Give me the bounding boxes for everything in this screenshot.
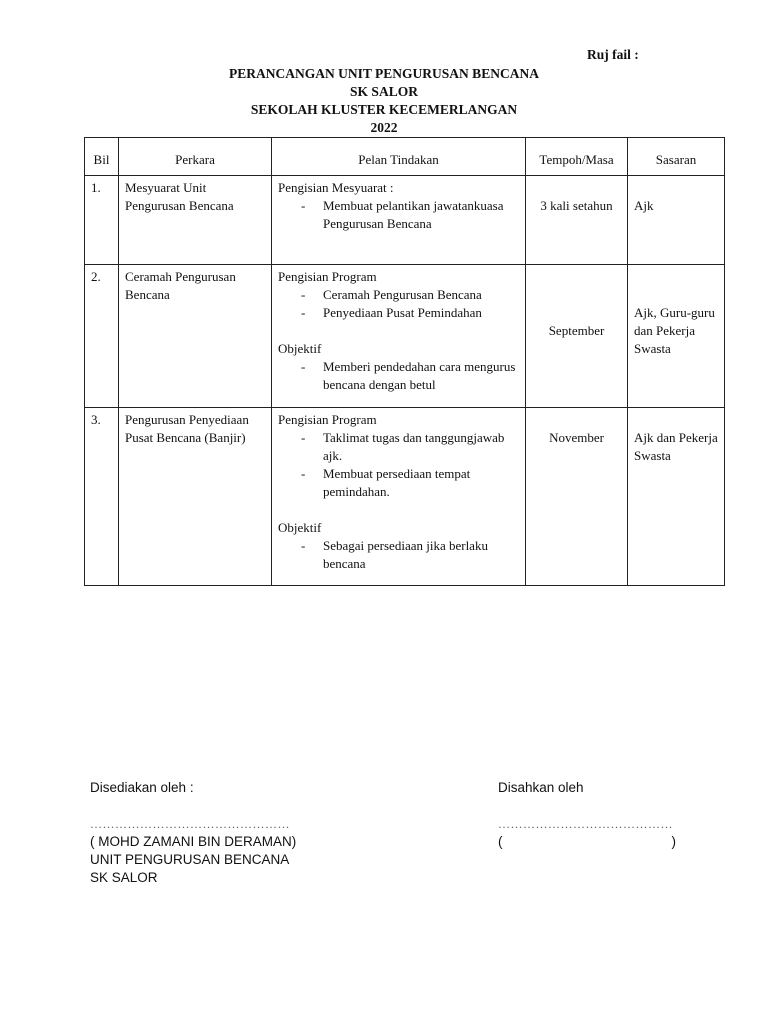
title-line-1: PERANCANGAN UNIT PENGURUSAN BENCANA (229, 66, 539, 81)
document-title-block (0, 65, 768, 137)
row-tempoh: November (526, 408, 628, 586)
objektif-item: - Memberi pendedahan cara mengurus bencana dengan betul (278, 358, 519, 394)
row-number: 3. (85, 408, 119, 586)
row-sasaran: Ajk dan Pekerja Swasta (628, 408, 725, 586)
objektif-heading: Objektif (278, 341, 322, 356)
table-header-row (85, 138, 725, 176)
row-number: 2. (85, 265, 119, 408)
row-perkara: Mesyuarat Unit Pengurusan Bencana (119, 176, 272, 265)
pelan-list (278, 429, 519, 501)
row-tempoh: September (526, 265, 628, 408)
reference-file-label: Ruj fail : (587, 47, 639, 62)
column-header-tempoh: Tempoh/Masa (526, 138, 628, 176)
row-perkara: Ceramah Pengurusan Bencana (119, 265, 272, 408)
approved-open-paren: ( (498, 834, 503, 849)
row-tempoh: 3 kali setahun (526, 176, 628, 265)
row-pelan-tindakan (272, 265, 526, 408)
table-row (85, 265, 725, 408)
table-row (85, 176, 725, 265)
pelan-item: - Ceramah Pengurusan Bencana (278, 286, 519, 304)
column-header-pelan-tindakan: Pelan Tindakan (272, 138, 526, 176)
pelan-list (278, 286, 519, 322)
pelan-item: - Membuat persediaan tempat pemindahan. (278, 465, 519, 501)
approved-signature-line: …………………………………… (498, 817, 673, 831)
objektif-list (278, 537, 519, 573)
column-header-sasaran: Sasaran (628, 138, 725, 176)
row-perkara: Pengurusan Penyediaan Pusat Bencana (Banjir) (119, 408, 272, 586)
column-header-perkara: Perkara (119, 138, 272, 176)
objektif-list (278, 358, 519, 394)
pelan-heading: Pengisian Mesyuarat : (278, 180, 394, 195)
row-pelan-tindakan (272, 176, 526, 265)
column-header-bil: Bil (85, 138, 119, 176)
prepared-by-block (90, 779, 296, 887)
row-number: 1. (85, 176, 119, 265)
title-line-3: SEKOLAH KLUSTER KECEMERLANGAN (250, 102, 518, 117)
pelan-heading: Pengisian Program (278, 269, 377, 284)
approved-by-name (498, 833, 676, 851)
pelan-item: - Membuat pelantikan jawatankuasa Pengurusan Bencana (278, 197, 519, 233)
approved-by-block (498, 779, 676, 851)
pelan-item: - Penyediaan Pusat Pemindahan (278, 304, 519, 322)
action-plan-table (84, 137, 725, 586)
pelan-heading: Pengisian Program (278, 412, 377, 427)
prepared-by-name: ( MOHD ZAMANI BIN DERAMAN) (90, 834, 297, 849)
row-pelan-tindakan (272, 408, 526, 586)
objektif-item: - Sebagai persediaan jika berlaku bencana (278, 537, 519, 573)
prepared-signature-line: ………………………………………… (90, 817, 290, 831)
approved-close-paren: ) (671, 834, 676, 849)
prepared-by-school: SK SALOR (90, 870, 158, 885)
approved-by-label: Disahkan oleh (498, 780, 584, 795)
prepared-by-label: Disediakan oleh : (90, 780, 194, 795)
row-sasaran: Ajk (628, 176, 725, 265)
prepared-by-unit: UNIT PENGURUSAN BENCANA (90, 852, 290, 867)
row-sasaran: Ajk, Guru-guru dan Pekerja Swasta (628, 265, 725, 408)
title-line-4: 2022 (370, 120, 398, 135)
table-row (85, 408, 725, 586)
pelan-list (278, 197, 519, 233)
pelan-item: - Taklimat tugas dan tanggungjawab ajk. (278, 429, 519, 465)
title-line-2: SK SALOR (350, 84, 418, 99)
objektif-heading: Objektif (278, 520, 322, 535)
